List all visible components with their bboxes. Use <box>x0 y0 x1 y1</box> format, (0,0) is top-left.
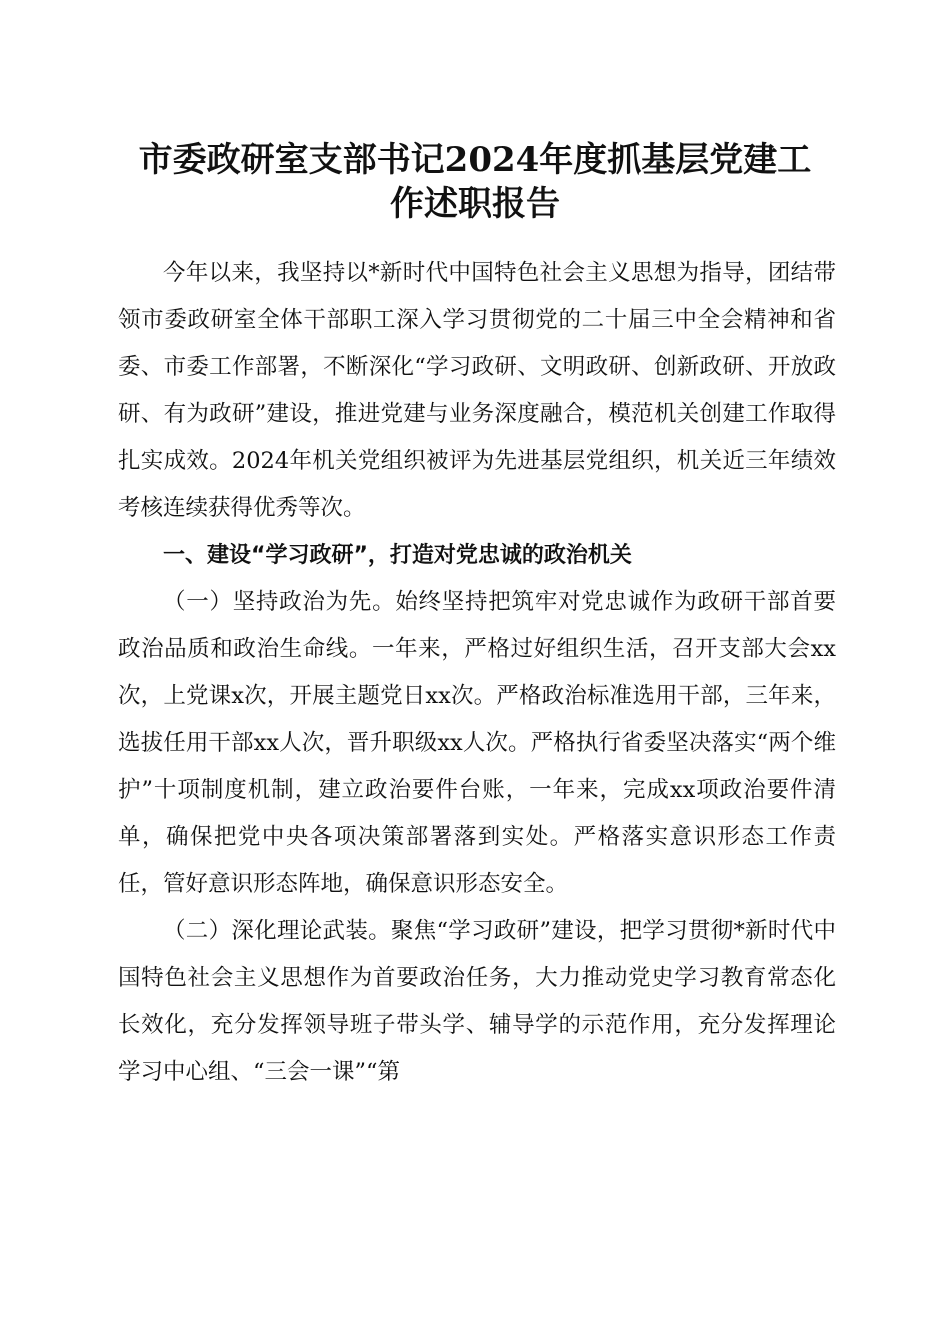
document-title <box>100 138 850 226</box>
title-line-2: 作述职报告 <box>390 184 560 224</box>
intro-paragraph: 今年以来，我坚持以*新时代中国特色社会主义思想为指导，团结带领市委政研室全体干部职工深入学习贯彻党的二十届三中全会精神和省委、市委工作部署，不断深化“学习政研、文明政研、创新政研、开放政研、有为政研”建设，推进党建与业务深度融合，模范机关创建工作取得扎实成效。2024年机关党组织被评为先进基层党组织，机关近三年绩效考核连续获得优秀等次。 <box>118 260 836 521</box>
title-line-1: 市委政研室支部书记2024年度抓基层党建工 <box>138 140 812 180</box>
section-1-heading: 一、建设“学习政研”，打造对党忠诚的政治机关 <box>163 543 632 568</box>
document-body <box>118 250 836 1096</box>
item-1-paragraph: （一）坚持政治为先。始终坚持把筑牢对党忠诚作为政研干部首要政治品质和政治生命线。一年来，严格过好组织生活，召开支部大会xx次，上党课x次，开展主题党日xx次。严格政治标准选用干部，三年来，选拔任用干部xx人次，晋升职级xx人次。严格执行省委坚决落实“两个维护”十项制度机制，建立政治要件台账，一年来，完成xx项政治要件清单，确保把党中央各项决策部署落到实处。严格落实意识形态工作责任，管好意识形态阵地，确保意识形态安全。 <box>118 589 836 897</box>
item-2-paragraph: （二）深化理论武装。聚焦“学习政研”建设，把学习贯彻*新时代中国特色社会主义思想作为首要政治任务，大力推动党史学习教育常态化长效化，充分发挥领导班子带头学、辅导学的示范作用，充分发挥理论学习中心组、“三会一课”“第 <box>118 918 836 1085</box>
